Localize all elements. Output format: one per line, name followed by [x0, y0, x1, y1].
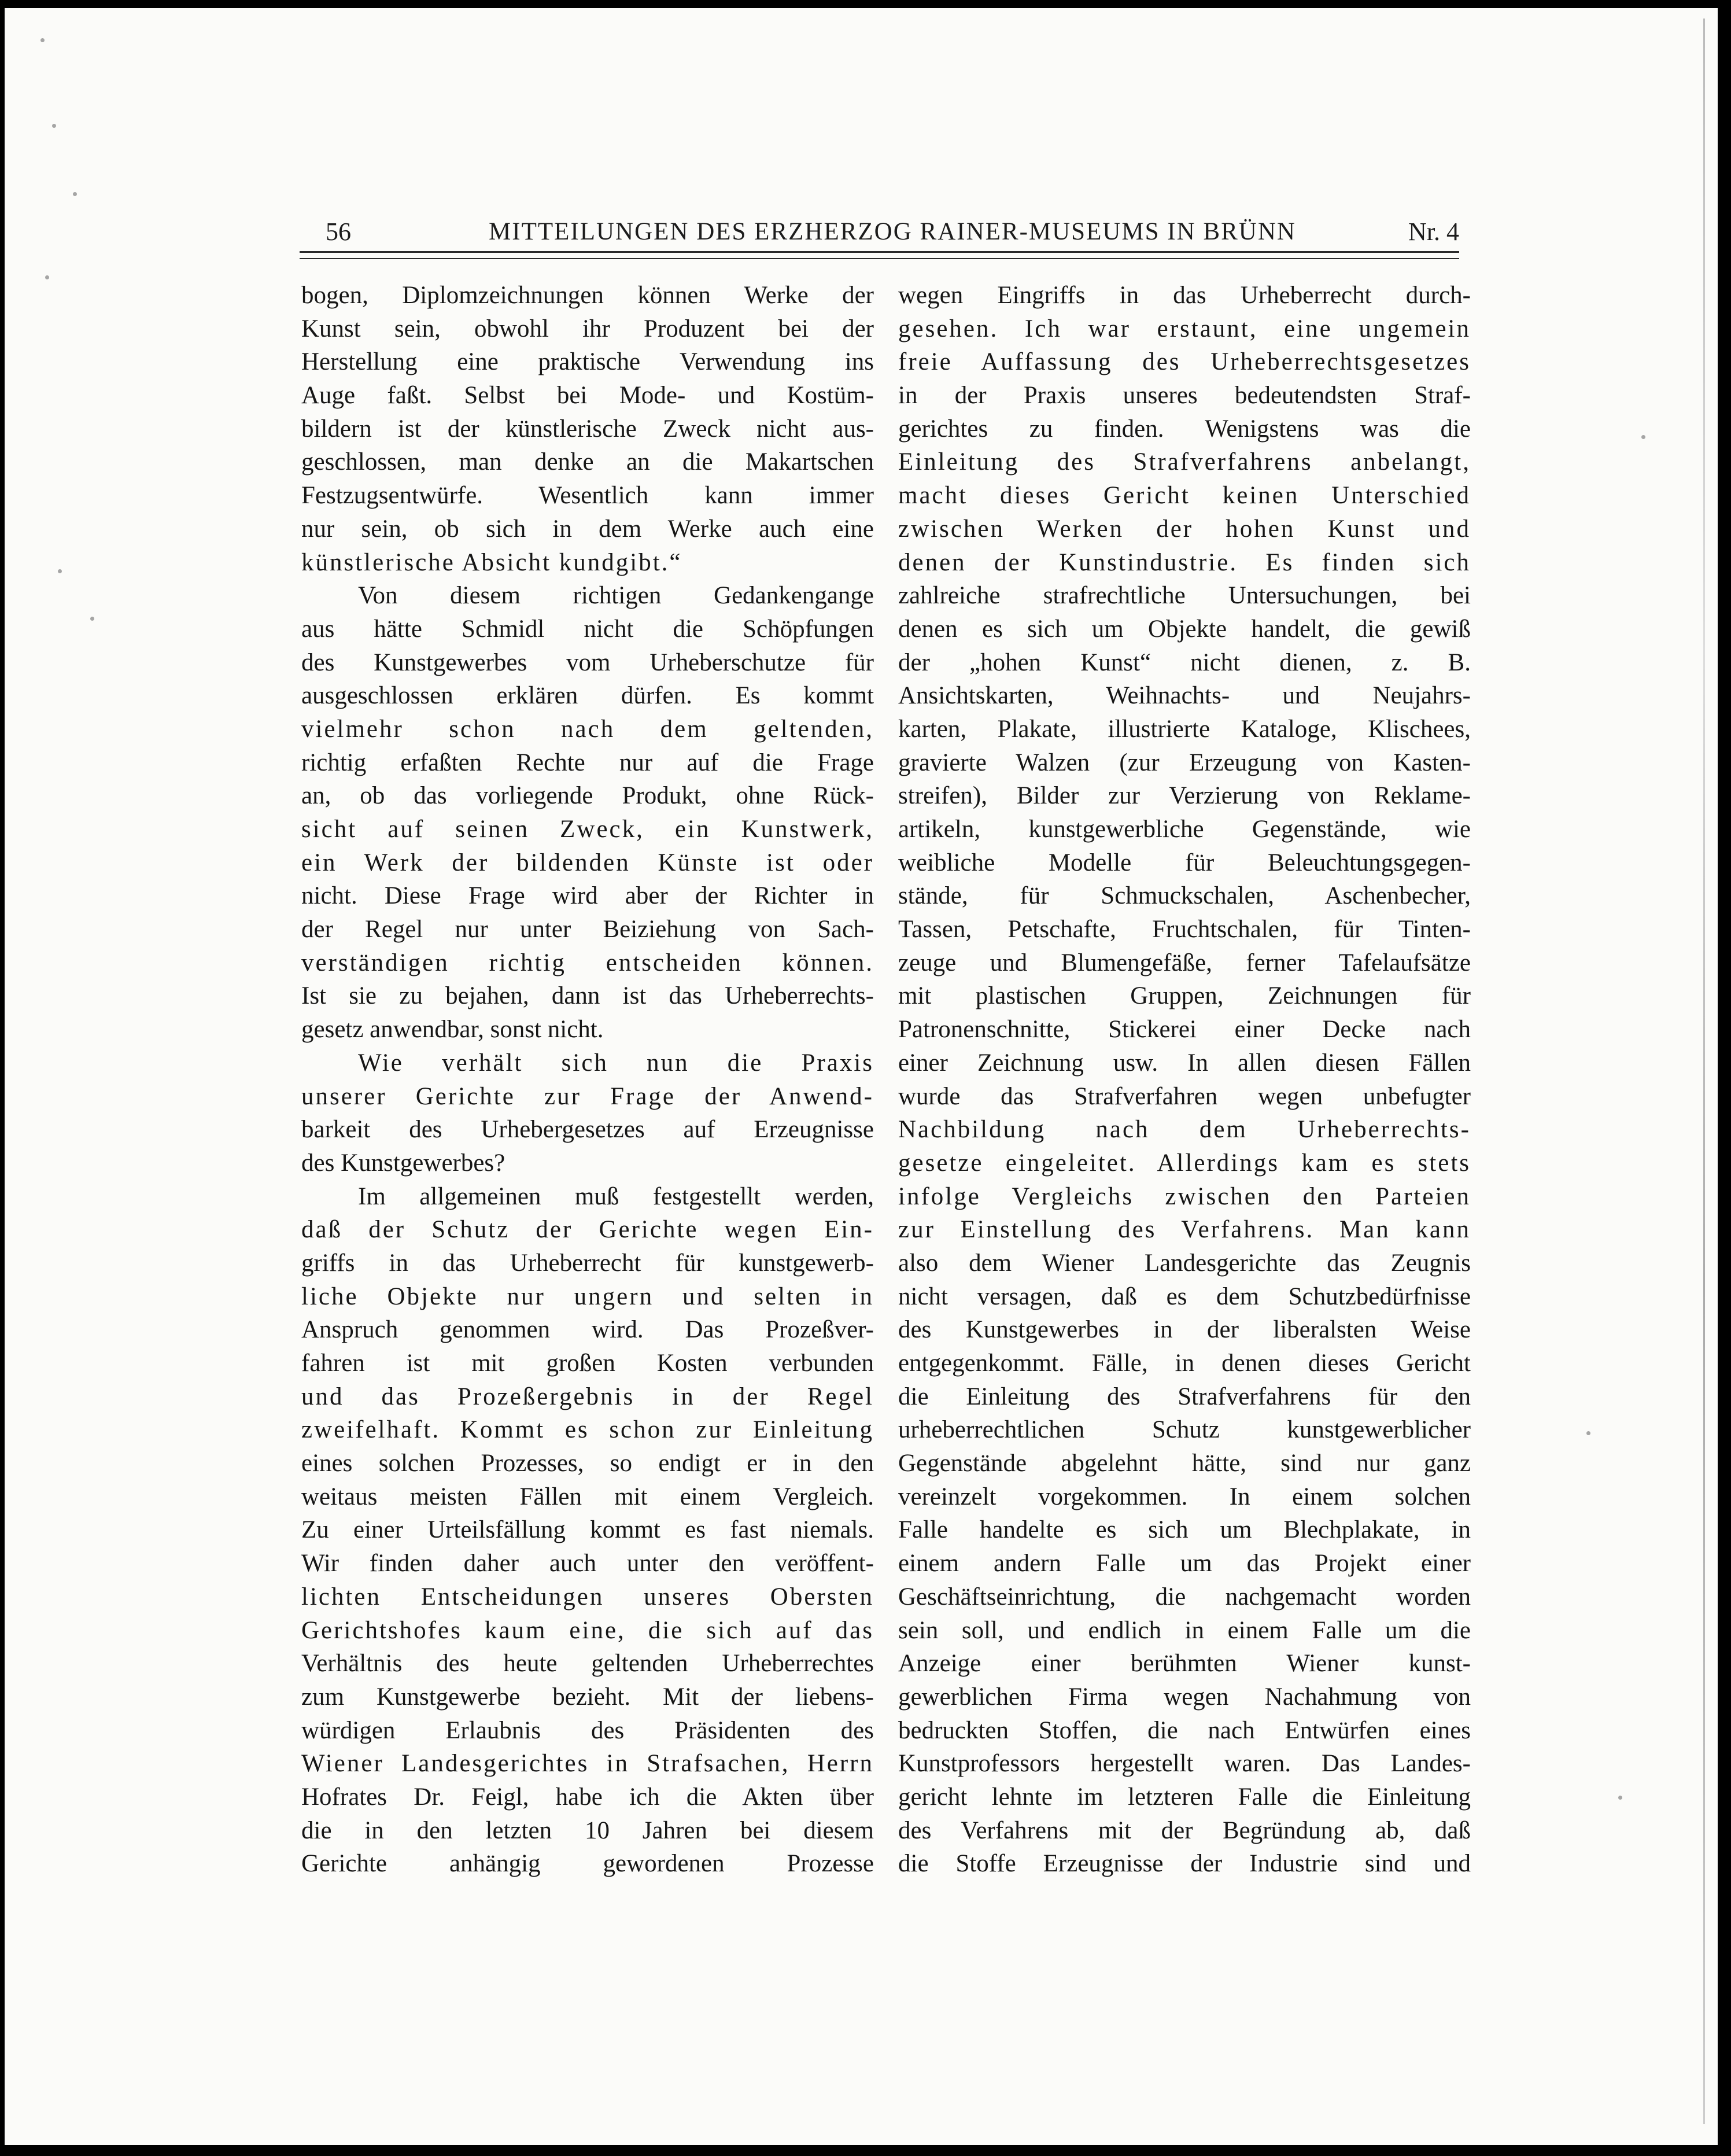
text-line: Von diesem richtigen Gedankengange	[358, 582, 874, 610]
text-line: Falle handelte es sich um Blechplakate, in	[898, 1516, 1471, 1544]
text-line: zwischen Werken der hohen Kunst und	[898, 515, 1471, 543]
text-line: Geschäftseinrichtung, die nachgemacht worden	[898, 1583, 1471, 1610]
text-line: denen es sich um Objekte handelt, die gewiß	[898, 615, 1471, 643]
text-line: vereinzelt vorgekommen. In einem solchen	[898, 1483, 1471, 1510]
text-line: des Verfahrens mit der Begründung ab, daß	[898, 1816, 1471, 1844]
text-line: Im allgemeinen muß festgestellt werden,	[358, 1182, 874, 1210]
paper-speck	[73, 192, 77, 196]
text-line: einem andern Falle um das Projekt einer	[898, 1550, 1471, 1578]
text-line: Anspruch genommen wird. Das Prozeßver-	[301, 1316, 874, 1344]
text-line: freie Auffassung des Urheberrechtsgesetzes	[898, 348, 1471, 376]
text-line: Einleitung des Strafverfahrens anbelangt,	[898, 448, 1471, 476]
text-line: macht dieses Gericht keinen Unterschied	[898, 482, 1471, 510]
text-line: Verhältnis des heute geltenden Urheberrechtes	[301, 1650, 874, 1678]
text-line: nicht versagen, daß es dem Schutzbedürfnisse	[898, 1282, 1471, 1310]
text-line: streifen), Bilder zur Verzierung von Reklame-	[898, 782, 1471, 810]
journal-title: MITTEILUNGEN DES ERZHERZOG RAINER-MUSEUMS IN BRÜNN	[489, 218, 1296, 245]
text-line: sicht auf seinen Zweck, ein Kunstwerk,	[301, 816, 874, 843]
paper-speck	[1618, 1796, 1622, 1800]
text-line: weibliche Modelle für Beleuchtungsgegen-	[898, 849, 1471, 876]
text-line: Kunstprofessors hergestellt waren. Das Landes-	[898, 1750, 1471, 1778]
text-line: würdigen Erlaubnis des Präsidenten des	[301, 1716, 874, 1744]
text-line: aus hätte Schmidl nicht die Schöpfungen	[301, 615, 874, 643]
text-line: wegen Eingriffs in das Urheberrecht durch-	[898, 282, 1471, 309]
text-line: griffs in das Urheberrecht für kunstgewerb-	[301, 1249, 874, 1277]
text-line: der Regel nur unter Beiziehung von Sach-	[301, 916, 874, 944]
text-line: zum Kunstgewerbe bezieht. Mit der liebens-	[301, 1683, 874, 1711]
text-line: verständigen richtig entscheiden können.	[301, 949, 874, 976]
text-line: infolge Vergleichs zwischen den Parteien	[898, 1182, 1471, 1210]
text-line: des Kunstgewerbes?	[301, 1149, 505, 1177]
text-line: stände, für Schmuckschalen, Aschenbecher,	[898, 882, 1471, 910]
paper-speck	[58, 569, 62, 573]
text-line: richtig erfaßten Rechte nur auf die Frage	[301, 749, 874, 776]
text-line: ausgeschlossen erklären dürfen. Es kommt	[301, 682, 874, 710]
text-line: Nachbildung nach dem Urheberrechts-	[898, 1116, 1471, 1144]
text-line: urheberrechtlichen Schutz kunstgewerblicher	[898, 1416, 1471, 1444]
text-line: Tassen, Petschafte, Fruchtschalen, für Tinten-	[898, 916, 1471, 944]
header-double-rule	[300, 251, 1459, 259]
text-line: Ist sie zu bejahen, dann ist das Urheberrechts-	[301, 982, 874, 1010]
paper-speck	[40, 38, 45, 42]
text-line: zur Einstellung des Verfahrens. Man kann	[898, 1216, 1471, 1244]
scanned-page	[5, 8, 1718, 2145]
text-line: bogen, Diplomzeichnungen können Werke der	[301, 282, 874, 309]
paper-speck	[90, 617, 94, 621]
paper-speck	[1641, 435, 1645, 439]
text-line: Kunst sein, obwohl ihr Produzent bei der	[301, 315, 874, 342]
text-line: nicht. Diese Frage wird aber der Richter in	[301, 882, 874, 910]
text-line: Anzeige einer berühmten Wiener kunst-	[898, 1650, 1471, 1678]
text-line: bildern ist der künstlerische Zweck nicht aus-	[301, 415, 874, 443]
page-number: 56	[326, 218, 351, 246]
text-line: Wir finden daher auch unter den veröffent-	[301, 1550, 874, 1578]
text-line: bedruckten Stoffen, die nach Entwürfen eines	[898, 1716, 1471, 1744]
text-line: nur sein, ob sich in dem Werke auch eine	[301, 515, 874, 543]
text-line: Wiener Landesgerichtes in Strafsachen, Herrn	[301, 1750, 874, 1778]
text-line: an, ob das vorliegende Produkt, ohne Rück-	[301, 782, 874, 810]
text-line: denen der Kunstindustrie. Es finden sich	[898, 548, 1471, 576]
text-line: Gegenstände abgelehnt hätte, sind nur ganz	[898, 1450, 1471, 1477]
text-line: Herstellung eine praktische Verwendung ins	[301, 348, 874, 376]
paper-speck	[52, 124, 56, 128]
text-line: sein soll, und endlich in einem Falle um die	[898, 1616, 1471, 1644]
text-line: Auge faßt. Selbst bei Mode- und Kostüm-	[301, 382, 874, 410]
left-text-column	[301, 279, 874, 1881]
text-line: Gerichtshofes kaum eine, die sich auf das	[301, 1616, 874, 1644]
text-line: die Stoffe Erzeugnisse der Industrie sind und	[898, 1850, 1471, 1878]
text-line: Festzugsentwürfe. Wesentlich kann immer	[301, 482, 874, 510]
text-line: des Kunstgewerbes vom Urheberschutze für	[301, 648, 874, 676]
text-line: in der Praxis unseres bedeutendsten Straf-	[898, 382, 1471, 410]
page-edge-shadow	[1703, 19, 1705, 2124]
text-line: gravierte Walzen (zur Erzeugung von Kasten-	[898, 749, 1471, 776]
text-line: gesehen. Ich war erstaunt, eine ungemein	[898, 315, 1471, 342]
text-line: barkeit des Urhebergesetzes auf Erzeugnisse	[301, 1116, 874, 1144]
text-line: gewerblichen Firma wegen Nachahmung von	[898, 1683, 1471, 1711]
text-line: Wie verhält sich nun die Praxis	[358, 1049, 874, 1077]
paper-speck	[1586, 1431, 1590, 1435]
text-line: künstlerische Absicht kundgibt.“	[301, 548, 682, 576]
text-line: einer Zeichnung usw. In allen diesen Fällen	[898, 1049, 1471, 1077]
text-line: karten, Plakate, illustrierte Kataloge, Klischees,	[898, 715, 1471, 743]
text-line: gericht lehnte im letzteren Falle die Einleitung	[898, 1783, 1471, 1811]
text-line: der „hohen Kunst“ nicht dienen, z. B.	[898, 648, 1471, 676]
text-line: wurde das Strafverfahren wegen unbefugter	[898, 1082, 1471, 1110]
text-line: die in den letzten 10 Jahren bei diesem	[301, 1816, 874, 1844]
text-line: Zu einer Urteilsfällung kommt es fast niemals.	[301, 1516, 874, 1544]
text-line: daß der Schutz der Gerichte wegen Ein-	[301, 1216, 874, 1244]
text-line: gerichtes zu finden. Wenigstens was die	[898, 415, 1471, 443]
text-line: eines solchen Prozesses, so endigt er in den	[301, 1450, 874, 1477]
text-line: entgegenkommt. Fälle, in denen dieses Gericht	[898, 1350, 1471, 1377]
text-line: und das Prozeßergebnis in der Regel	[301, 1383, 874, 1410]
text-line: vielmehr schon nach dem geltenden,	[301, 715, 874, 743]
right-text-column	[898, 279, 1471, 1881]
issue-number: Nr. 4	[1408, 218, 1459, 246]
text-line: Patronenschnitte, Stickerei einer Decke nach	[898, 1016, 1471, 1044]
text-line: also dem Wiener Landesgerichte das Zeugnis	[898, 1249, 1471, 1277]
text-line: des Kunstgewerbes in der liberalsten Weise	[898, 1316, 1471, 1344]
text-line: Ansichtskarten, Weihnachts- und Neujahrs-	[898, 682, 1471, 710]
text-line: weitaus meisten Fällen mit einem Vergleich.	[301, 1483, 874, 1510]
text-line: die Einleitung des Strafverfahrens für den	[898, 1383, 1471, 1410]
text-line: zahlreiche strafrechtliche Untersuchungen, bei	[898, 582, 1471, 610]
text-line: ein Werk der bildenden Künste ist oder	[301, 849, 874, 876]
text-line: Gerichte anhängig gewordenen Prozesse	[301, 1850, 874, 1878]
text-line: mit plastischen Gruppen, Zeichnungen für	[898, 982, 1471, 1010]
text-line: lichten Entscheidungen unseres Obersten	[301, 1583, 874, 1610]
text-line: gesetze eingeleitet. Allerdings kam es stets	[898, 1149, 1471, 1177]
text-line: gesetz anwendbar, sonst nicht.	[301, 1016, 604, 1044]
text-line: zeuge und Blumengefäße, ferner Tafelaufsätze	[898, 949, 1471, 976]
text-line: artikeln, kunstgewerbliche Gegenstände, wie	[898, 816, 1471, 843]
text-line: geschlossen, man denke an die Makartschen	[301, 448, 874, 476]
running-header	[326, 215, 1459, 249]
paper-speck	[45, 275, 49, 279]
text-line: zweifelhaft. Kommt es schon zur Einleitung	[301, 1416, 874, 1444]
text-line: fahren ist mit großen Kosten verbunden	[301, 1350, 874, 1377]
text-line: liche Objekte nur ungern und selten in	[301, 1282, 874, 1310]
text-line: unserer Gerichte zur Frage der Anwend-	[301, 1082, 874, 1110]
text-line: Hofrates Dr. Feigl, habe ich die Akten über	[301, 1783, 874, 1811]
